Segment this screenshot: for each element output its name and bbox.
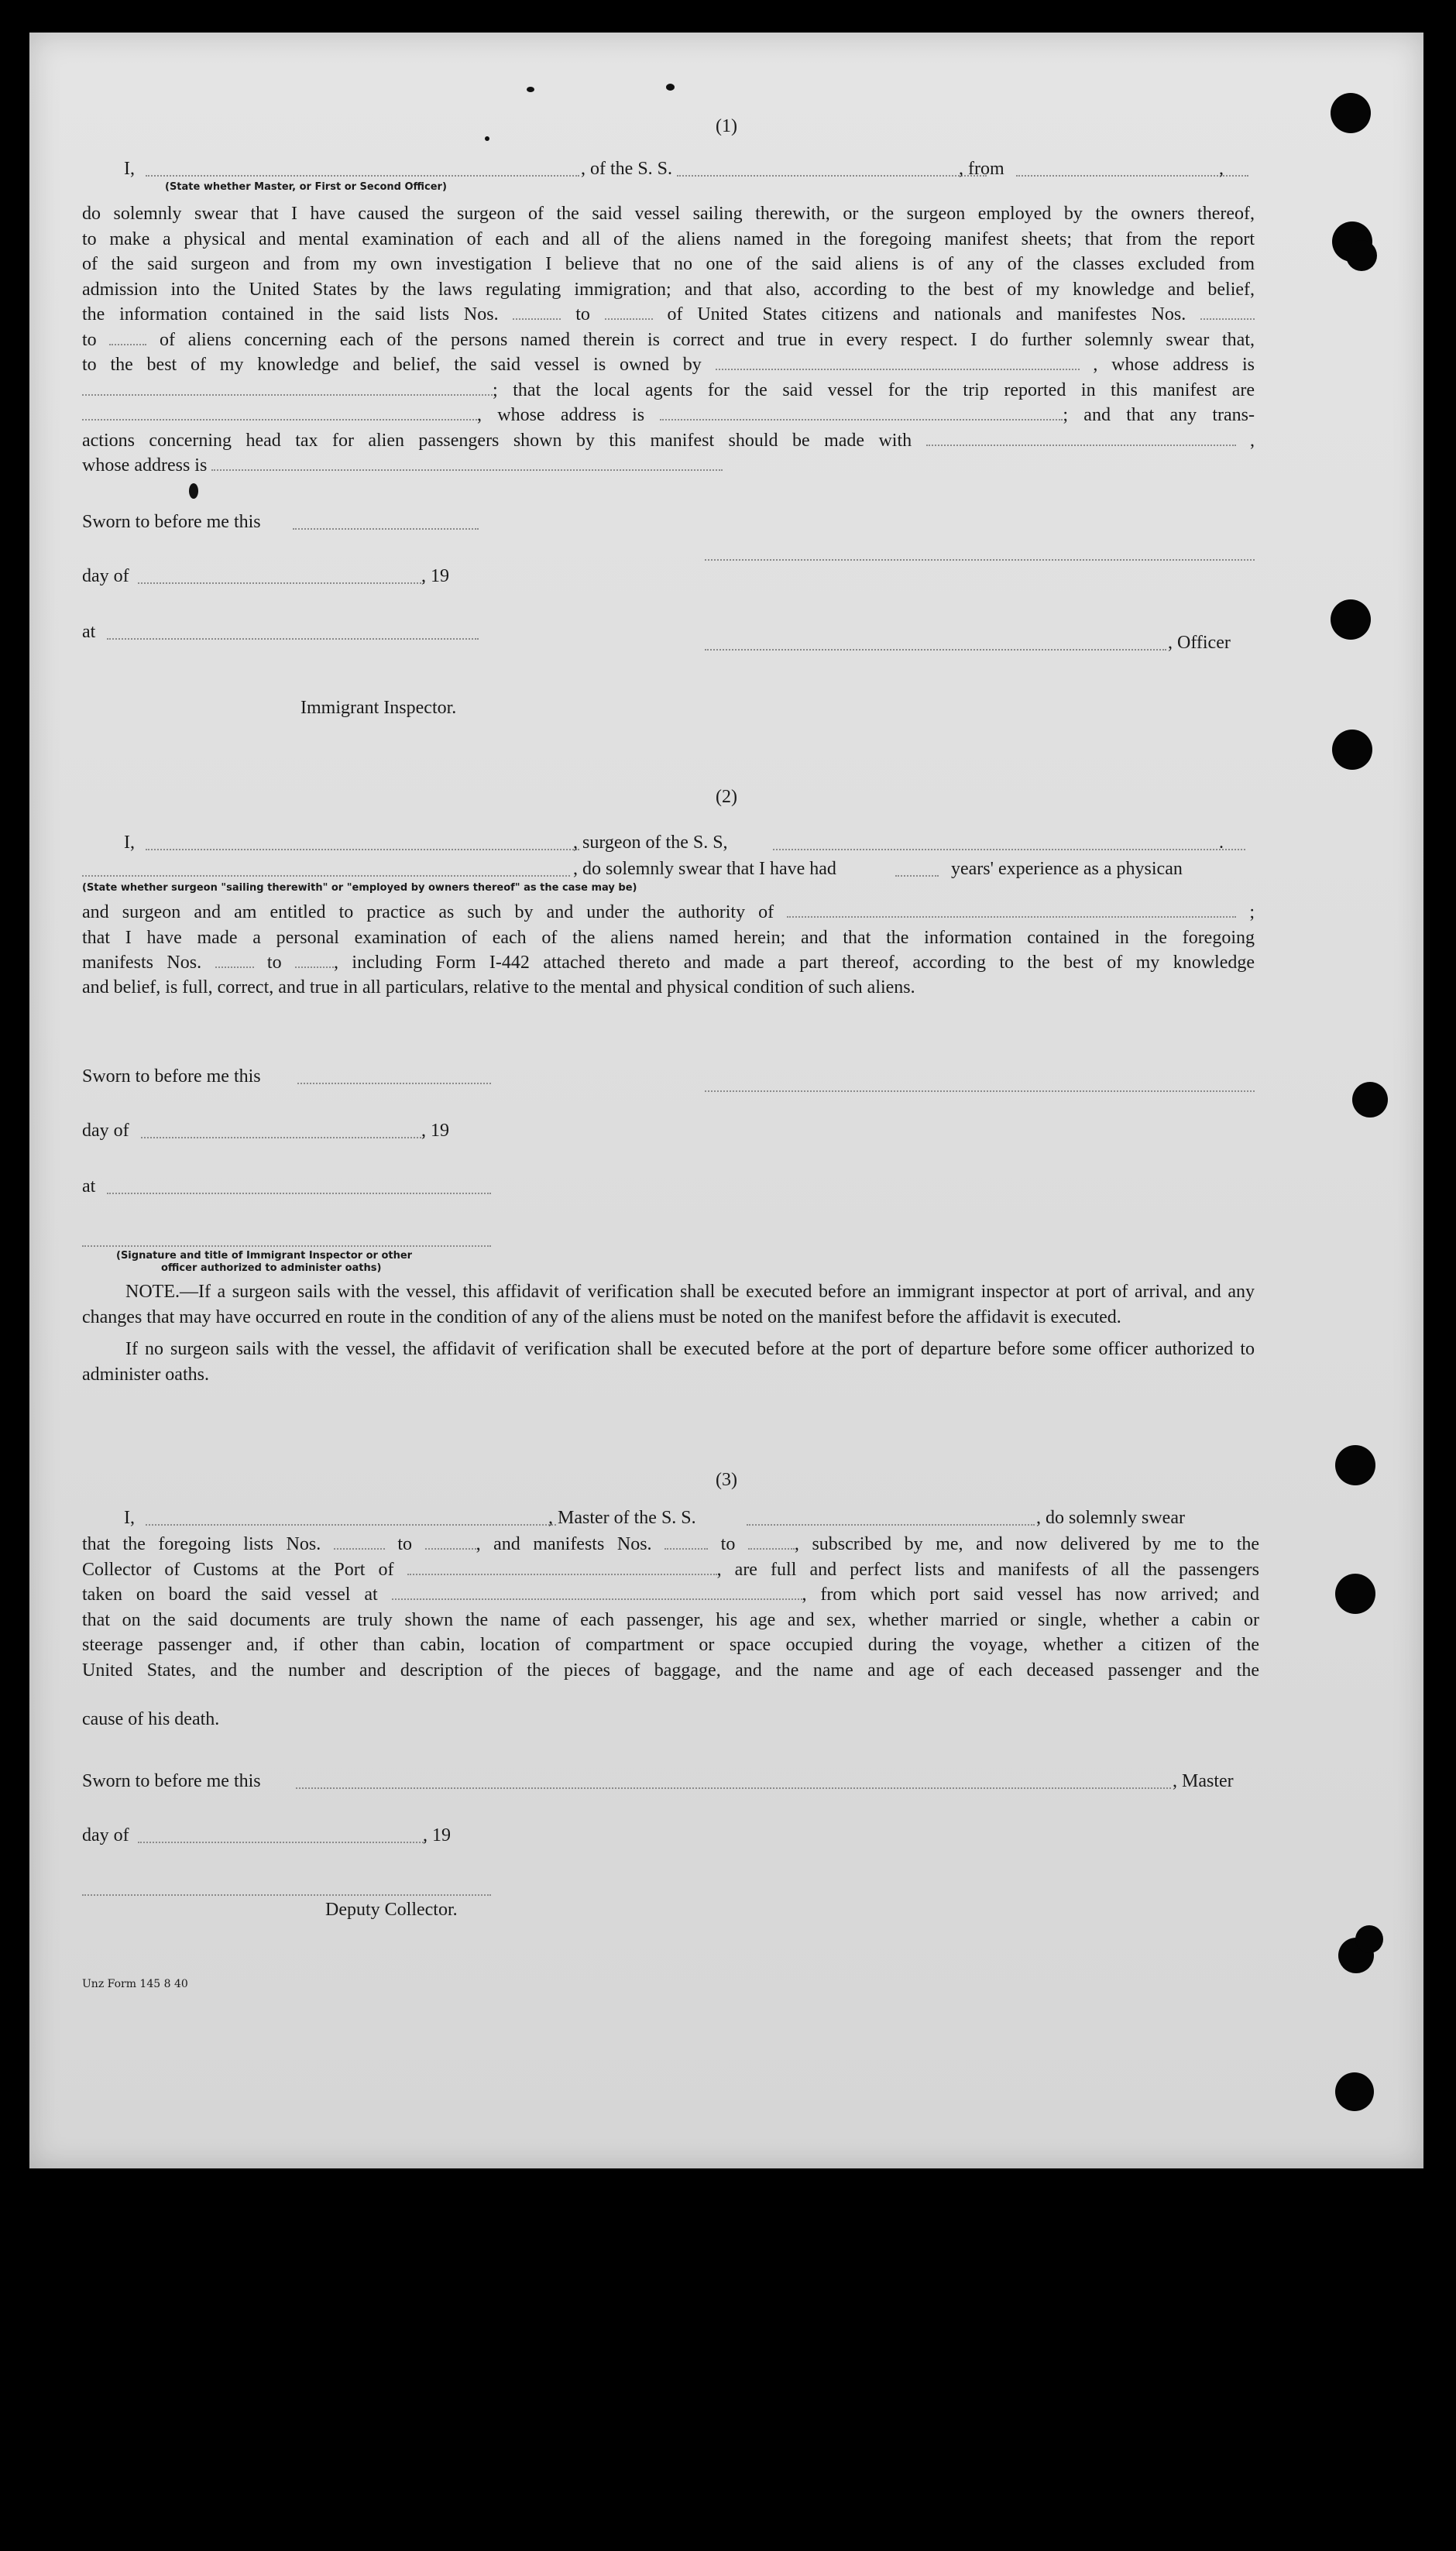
inspector-signature-line xyxy=(82,1245,491,1247)
years-line xyxy=(895,875,939,877)
section-3-number: (3) xyxy=(716,1470,737,1490)
day-line-2 xyxy=(141,1137,424,1138)
day-of-label-2: day of xyxy=(82,1121,129,1141)
immigrant-inspector-label: Immigrant Inspector. xyxy=(300,698,457,718)
at-label: at xyxy=(82,622,96,642)
at-line-2 xyxy=(107,1193,491,1194)
section-3-body xyxy=(82,1532,1259,1683)
year-label: , 19 xyxy=(421,566,449,586)
body-line: that on the said documents are truly shown the name of each passenger, his age and sex, whether married or single, whether a cabin or xyxy=(82,1609,1259,1630)
punch-hole xyxy=(1346,240,1377,271)
body-line: to make a physical and mental examination of each and all of the aliens named in the foregoing manifest sheets; that from the report xyxy=(82,228,1255,249)
signature-caption-1: (Signature and title of Immigrant Inspector or other xyxy=(116,1250,413,1262)
section-2-i: I, xyxy=(124,833,135,853)
period: . xyxy=(1219,833,1224,853)
body-line: and surgeon and am entitled to practice as such by and under the authority of ; xyxy=(82,902,1255,922)
section-2-body xyxy=(82,900,1255,976)
day-of-label: day of xyxy=(82,566,129,586)
ink-speck xyxy=(666,84,675,91)
body-line: to the best of my knowledge and belief, the said vessel is owned by , whose address is xyxy=(82,355,1255,375)
of-the-ss: , of the S. S. xyxy=(581,159,673,179)
surgeon-type-line xyxy=(82,875,570,877)
sworn-label-3: Sworn to before me this xyxy=(82,1771,261,1791)
year-label-2: , 19 xyxy=(421,1121,449,1141)
master-of-ss: , Master of the S. S. xyxy=(548,1508,696,1528)
section-1-number: (1) xyxy=(716,116,737,136)
body-line: , whose address is ; and that any trans- xyxy=(82,403,1255,428)
officer-label: , Officer xyxy=(1168,633,1231,653)
body-line: Collector of Customs at the Port of , are full and perfect lists and manifests of all the passengers xyxy=(82,1559,1259,1580)
day-of-label-3: day of xyxy=(82,1825,129,1845)
punch-hole xyxy=(1352,1082,1388,1118)
sworn-date-line-2 xyxy=(297,1083,491,1084)
sworn-label: Sworn to before me this xyxy=(82,512,261,532)
ink-speck xyxy=(189,483,198,499)
years-experience-label: years' experience as a physican xyxy=(951,859,1183,879)
body-line: the information contained in the said lists Nos. to of United States citizens and nationals and manifestes Nos. xyxy=(82,302,1255,328)
sworn-date-line xyxy=(293,528,479,530)
officer-name-line xyxy=(146,175,579,177)
body-last-line: and belief, is full, correct, and true in all particulars, relative to the mental and physical condition of such aliens. xyxy=(82,977,915,997)
form-number: Unz Form 145 8 40 xyxy=(82,1978,188,1990)
body-line: that I have made a personal examination of each of the aliens named herein; and that the information contained in the foregoing xyxy=(82,927,1255,948)
body-line: that the foregoing lists Nos. to , and manifests Nos. to , subscribed by me, and now delivered by me to the xyxy=(82,1534,1260,1554)
officer-caption: (State whether Master, or First or Second Officer) xyxy=(165,181,447,193)
do-swear-label: , do solemnly swear that I have had xyxy=(573,859,836,879)
collector-signature-line xyxy=(82,1894,491,1896)
master-signature-line xyxy=(296,1787,1171,1789)
officer-title-line xyxy=(705,649,1166,651)
body-line: steerage passenger and, if other than cabin, location of compartment or space occupied during the voyage, whether a citizen of the xyxy=(82,1635,1259,1655)
at-label-2: at xyxy=(82,1176,96,1197)
body-line: manifests Nos. to , including Form I-442 attached thereto and made a part thereof, according to the best of my knowledge xyxy=(82,953,1255,973)
punch-hole xyxy=(1331,599,1371,640)
body-line: taken on board the said vessel at , from which port said vessel has now arrived; and xyxy=(82,1585,1260,1605)
vessel-name-line xyxy=(677,175,987,177)
section-3-i: I, xyxy=(124,1508,135,1528)
sworn-label-2: Sworn to before me this xyxy=(82,1066,261,1087)
at-line xyxy=(107,638,479,640)
body-line: actions concerning head tax for alien passengers shown by this manifest should be made with , xyxy=(82,430,1255,451)
master-vessel-line xyxy=(747,1524,1035,1526)
comma: , xyxy=(1219,159,1224,179)
whose-address-label: whose address is xyxy=(82,453,723,478)
punch-hole xyxy=(1355,1925,1383,1953)
deputy-collector-label: Deputy Collector. xyxy=(325,1900,458,1920)
ink-speck xyxy=(527,87,534,92)
punch-hole xyxy=(1335,1574,1375,1614)
body-line: of the said surgeon and from my own investigation I believe that no one of the said aliens is of any of the classes excluded from xyxy=(82,254,1255,274)
punch-hole xyxy=(1332,730,1372,770)
note-2: If no surgeon sails with the vessel, the affidavit of verification shall be executed before at the port of departure before some officer authorized to administer oaths. xyxy=(82,1339,1255,1385)
section-1-i: I, xyxy=(124,159,135,179)
section-2-number: (2) xyxy=(716,787,737,807)
note-1: NOTE.—If a surgeon sails with the vessel, this affidavit of verification shall be executed before an immigrant inspector at port of arrival, and any changes that may have occurred en route in the condition of any of the aliens must be noted on the manifest before the affidavit is executed. xyxy=(82,1282,1255,1327)
surgeon-name-line xyxy=(146,849,579,850)
from-label: , from xyxy=(959,159,1004,179)
master-name-line xyxy=(146,1524,556,1526)
signature-caption-2: officer authorized to administer oaths) xyxy=(161,1262,382,1274)
surgeon-of-ss: , surgeon of the S. S, xyxy=(573,833,728,853)
manifest-affidavit-page xyxy=(29,33,1423,2168)
from-port-line xyxy=(1016,175,1248,177)
surgeon-caption: (State whether surgeon "sailing therewith" or "employed by owners thereof" as the case may be) xyxy=(82,882,637,894)
day-line-3 xyxy=(138,1842,426,1843)
body-line: ; that the local agents for the said vessel for the trip reported in this manifest are xyxy=(82,378,1255,403)
body-last-line-3: cause of his death. xyxy=(82,1709,220,1729)
body-line: United States, and the number and description of the pieces of baggage, and the name and age of each deceased passenger and the xyxy=(82,1660,1259,1681)
surgeon-vessel-line xyxy=(773,849,1245,850)
year-label-3: , 19 xyxy=(423,1825,451,1845)
master-label: , Master xyxy=(1173,1771,1234,1791)
body-line: do solemnly swear that I have caused the surgeon of the said vessel sailing therewith, or the surgeon employed by the owners thereof, xyxy=(82,204,1255,224)
body-line: admission into the United States by the laws regulating immigration; and that also, according to the best of my knowledge and belief, xyxy=(82,279,1255,300)
punch-hole xyxy=(1335,2072,1374,2111)
body-line: to of aliens concerning each of the persons named therein is correct and true in every respect. I do further solemnly swear that, xyxy=(82,329,1255,350)
officer-signature-line xyxy=(705,559,1255,561)
section-1-body xyxy=(82,201,1255,453)
day-line xyxy=(138,582,424,584)
do-swear-label-3: , do solemnly swear xyxy=(1036,1508,1185,1528)
surgeon-signature-line xyxy=(705,1090,1255,1092)
